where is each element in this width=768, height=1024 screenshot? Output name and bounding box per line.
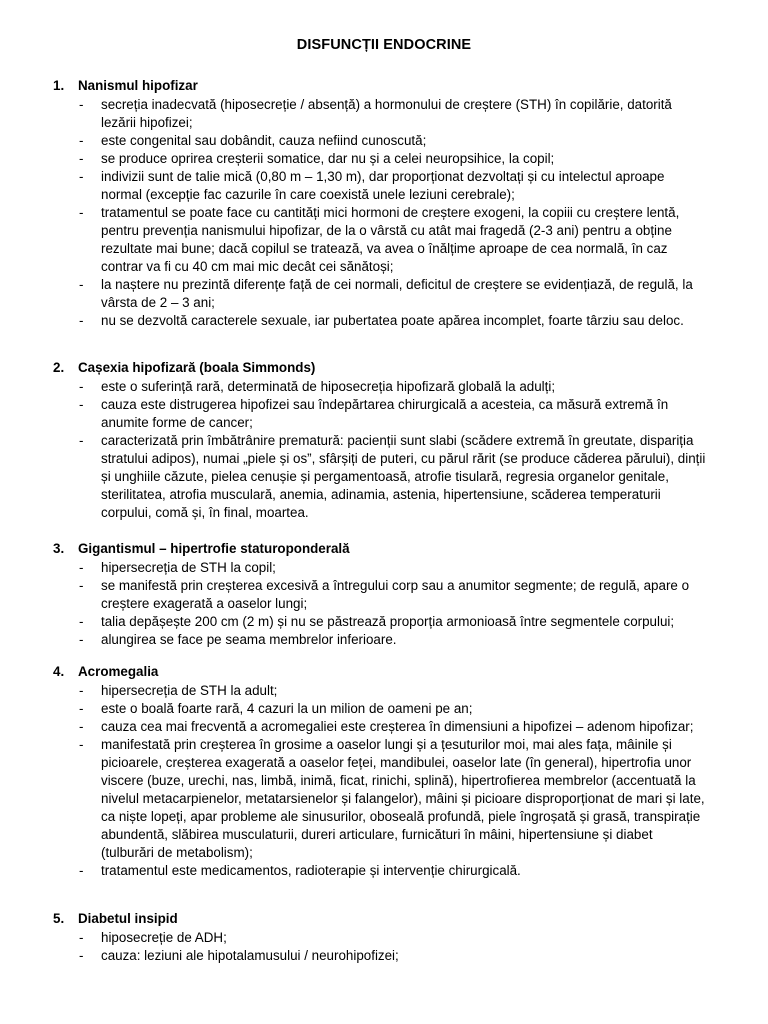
section-gigantismul bbox=[0, 541, 768, 649]
list-item: - este o suferință rară, determinată de hiposecreția hipofizară globală la adulți; bbox=[79, 379, 556, 394]
list-item: - la naștere nu prezintă diferențe față de cei normali, deficitul de creștere se evidențiază, de regulă, la vârsta de 2 – 3 ani; bbox=[79, 277, 693, 310]
section-number: 2. bbox=[53, 360, 65, 375]
section-item-list bbox=[0, 559, 768, 649]
section-title: Gigantismul – hipertrofie staturoponderală bbox=[78, 541, 350, 556]
section-title: Cașexia hipofizară (boala Simmonds) bbox=[78, 360, 316, 375]
section-number: 1. bbox=[53, 78, 65, 93]
section-title: Diabetul insipid bbox=[78, 911, 178, 926]
section-heading bbox=[0, 360, 768, 378]
section-title: Nanismul hipofizar bbox=[78, 78, 198, 93]
list-item: - hiposecreție de ADH; bbox=[79, 930, 227, 945]
section-nanismul-hipofizar bbox=[0, 78, 768, 330]
list-item: - manifestată prin creșterea în grosime a oaselor lungi și a țesuturilor moi, mai ales fața, mâinile și picioarele, creșterea exagerată a oaselor feței, mandibulei, oaselor late (în general), hipertrofia unor viscere (buze, urechi, nas, limbă, inimă, ficat, rinichi, splină), hipertrofierea membrelor (accentuată la nivelul metacarpienelor, metatarsienelor și falangelor), mâini și picioare disproporționat de mari și late, ca niște lopeți, apar probleme ale sinusurilor, oboseală profundă, piele îngroșată și grasă, transpirație abundentă, slăbirea musculaturii, dureri articulare, furnicături în mâini, hipertensiune și diabet (tulburări de metabolism); bbox=[79, 737, 705, 860]
section-casexia-hipofizara bbox=[0, 360, 768, 522]
list-item: - secreția inadecvată (hiposecreție / absență) a hormonului de creștere (STH) în copilărie, datorită lezării hipofizei; bbox=[79, 97, 672, 130]
list-item: - cauza este distrugerea hipofizei sau îndepărtarea chirurgicală a acesteia, ca măsură extremă în anumite forme de cancer; bbox=[79, 397, 669, 430]
section-heading bbox=[0, 664, 768, 682]
document-title: DISFUNCȚII ENDOCRINE bbox=[296, 37, 472, 53]
list-item: - nu se dezvoltă caracterele sexuale, iar pubertatea poate apărea incomplet, foarte târziu sau deloc. bbox=[79, 313, 684, 328]
list-item: - tratamentul se poate face cu cantități mici hormoni de creștere exogeni, la copiii cu creștere lentă, pentru prevenția nanismului hipofizar, de la o vârstă cu atât mai fragedă (2-3 ani) pentru a obține rezultate mai bune; dacă copilul se tratează, va avea o înălțime aproape de cea normală, în caz contrar va fi cu 40 cm mai mic decât cei sănătoși; bbox=[79, 205, 680, 274]
list-item: - tratamentul este medicamentos, radioterapie și intervenție chirurgicală. bbox=[79, 863, 521, 878]
list-item: - cauza: leziuni ale hipotalamusului / neurohipofizei; bbox=[79, 948, 399, 963]
section-item-list bbox=[0, 378, 768, 522]
section-item-list bbox=[0, 682, 768, 880]
section-item-list bbox=[0, 96, 768, 330]
list-item: - este o boală foarte rară, 4 cazuri la un milion de oameni pe an; bbox=[79, 701, 473, 716]
list-item: - este congenital sau dobândit, cauza nefiind cunoscută; bbox=[79, 133, 427, 148]
section-heading bbox=[0, 541, 768, 559]
section-acromegalia bbox=[0, 664, 768, 880]
list-item: - se manifestă prin creșterea excesivă a întregului corp sau a anumitor segmente; de regulă, apare o creștere exagerată a oaselor lungi; bbox=[79, 578, 690, 611]
section-heading bbox=[0, 78, 768, 96]
list-item: - se produce oprirea creșterii somatice, dar nu și a celei neuropsihice, la copil; bbox=[79, 151, 555, 166]
list-item: - indivizii sunt de talie mică (0,80 m – 1,30 m), dar proporționat dezvoltați și cu intelectul aproape normal (excepție fac cazurile în care coexistă unele leziuni cerebrale); bbox=[79, 169, 665, 202]
section-heading bbox=[0, 911, 768, 929]
section-number: 3. bbox=[53, 541, 65, 556]
list-item: - caracterizată prin îmbătrânire prematură: pacienții sunt slabi (scădere extremă în greutate, dispariția stratului adipos), numai „piele și os”, sfârșiți de puteri, cu părul rărit (se produce căderea părului), dinții și unghiile căzute, pielea cenușie și pergamentoasă, atrofie tisulară, regresia organelor genitale, sterilitatea, atrofia musculară, anemia, adinamia, astenia, hipertensiune, scăderea temperaturii corpului, comă și, în final, moartea. bbox=[79, 433, 706, 520]
section-number: 4. bbox=[53, 664, 65, 679]
list-item: - cauza cea mai frecventă a acromegaliei este creșterea în dimensiuni a hipofizei – adenom hipofizar; bbox=[79, 719, 694, 734]
section-diabetul-insipid bbox=[0, 911, 768, 965]
list-item: - hipersecreția de STH la adult; bbox=[79, 683, 278, 698]
section-number: 5. bbox=[53, 911, 65, 926]
section-title: Acromegalia bbox=[78, 664, 159, 679]
list-item: - talia depășește 200 cm (2 m) și nu se păstrează proporția armonioasă între segmentele corpului; bbox=[79, 614, 675, 629]
section-item-list bbox=[0, 929, 768, 965]
list-item: - hipersecreția de STH la copil; bbox=[79, 560, 276, 575]
list-item: - alungirea se face pe seama membrelor inferioare. bbox=[79, 632, 397, 647]
